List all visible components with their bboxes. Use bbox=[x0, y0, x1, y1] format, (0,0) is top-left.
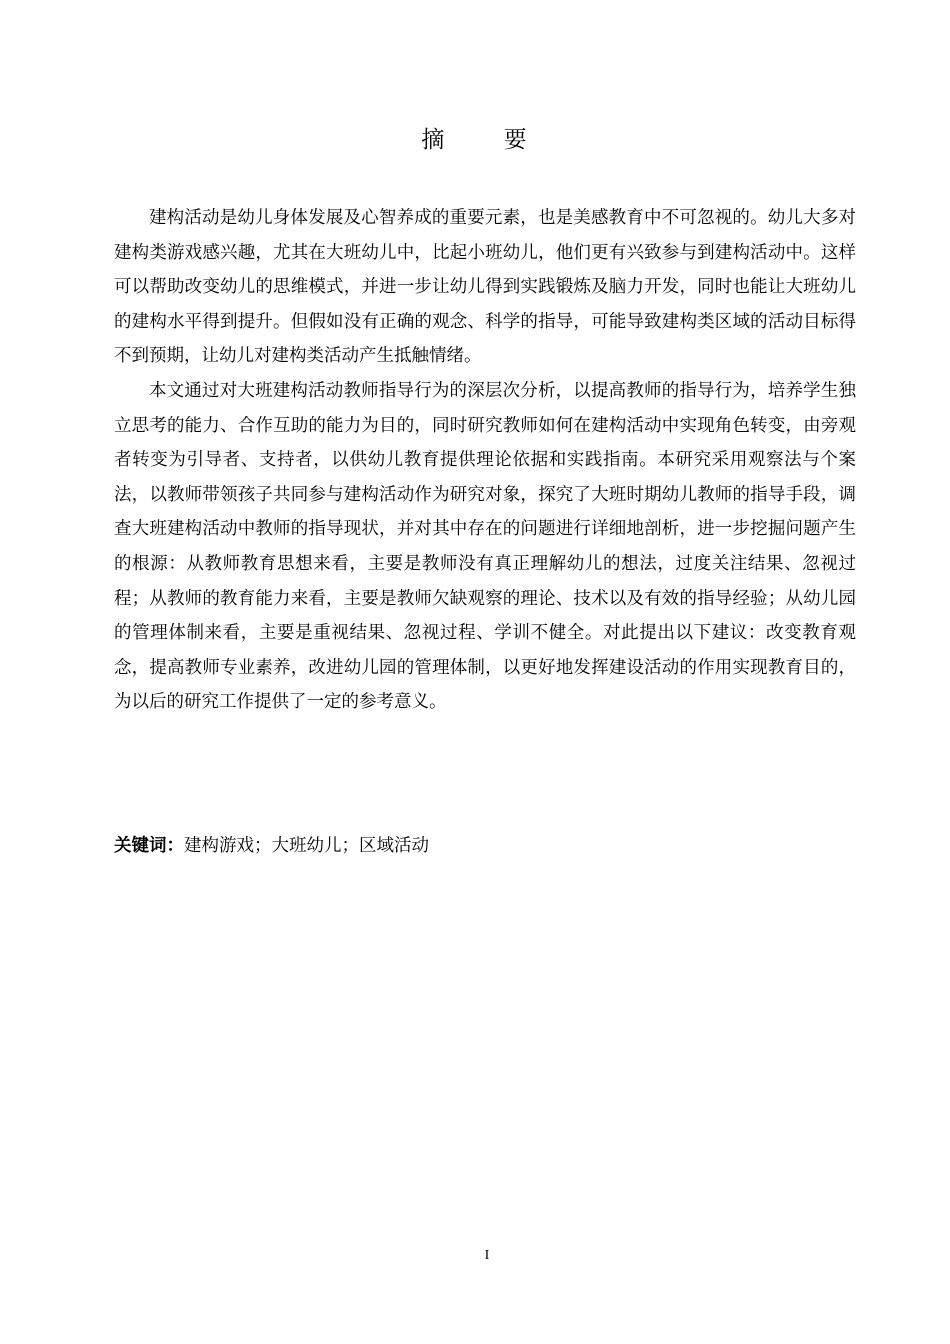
keywords-line bbox=[114, 829, 856, 863]
abstract-paragraph-2: 本文通过对大班建构活动教师指导行为的深层次分析，以提高教师的指导行为，培养学生独立思考的能力、合作互助的能力为目的，同时研究教师如何在建构活动中实现角色转变，由旁观者转变为引导者、支持者，以供幼儿教育提供理论依据和实践指南。本研究采用观察法与个案法，以教师带领孩子共同参与建构活动作为研究对象，探究了大班时期幼儿教师的指导手段，调查大班建构活动中教师的指导现状，并对其中存在的问题进行详细地剖析，进一步挖掘问题产生的根源：从教师教育思想来看，主要是教师没有真正理解幼儿的想法，过度关注结果、忽视过程；从教师的教育能力来看，主要是教师欠缺观察的理论、技术以及有效的指导经验；从幼儿园的管理体制来看，主要是重视结果、忽视过程、学训不健全。对此提出以下建议：改变教育观念，提高教师专业素养，改进幼儿园的管理体制，以更好地发挥建设活动的作用实现教育目的，为以后的研究工作提供了一定的参考意义。 bbox=[114, 380, 856, 713]
keywords-value: 建构游戏；大班幼儿；区域活动 bbox=[184, 836, 429, 856]
abstract-body bbox=[114, 201, 856, 720]
keywords-label: 关键词： bbox=[114, 836, 184, 856]
page-number: I bbox=[484, 1248, 490, 1263]
abstract-title: 摘 要 bbox=[421, 127, 553, 153]
abstract-paragraph-1: 建构活动是幼儿身体发展及心智养成的重要元素，也是美感教育中不可忽视的。幼儿大多对建构类游戏感兴趣，尤其在大班幼儿中，比起小班幼儿，他们更有兴致参与到建构活动中。这样可以帮助改变幼儿的思维模式，并进一步让幼儿得到实践锻炼及脑力开发，同时也能让大班幼儿的建构水平得到提升。但假如没有正确的观念、科学的指导，可能导致建构类区域的活动目标得不到预期，让幼儿对建构类活动产生抵触情绪。 bbox=[114, 208, 856, 367]
